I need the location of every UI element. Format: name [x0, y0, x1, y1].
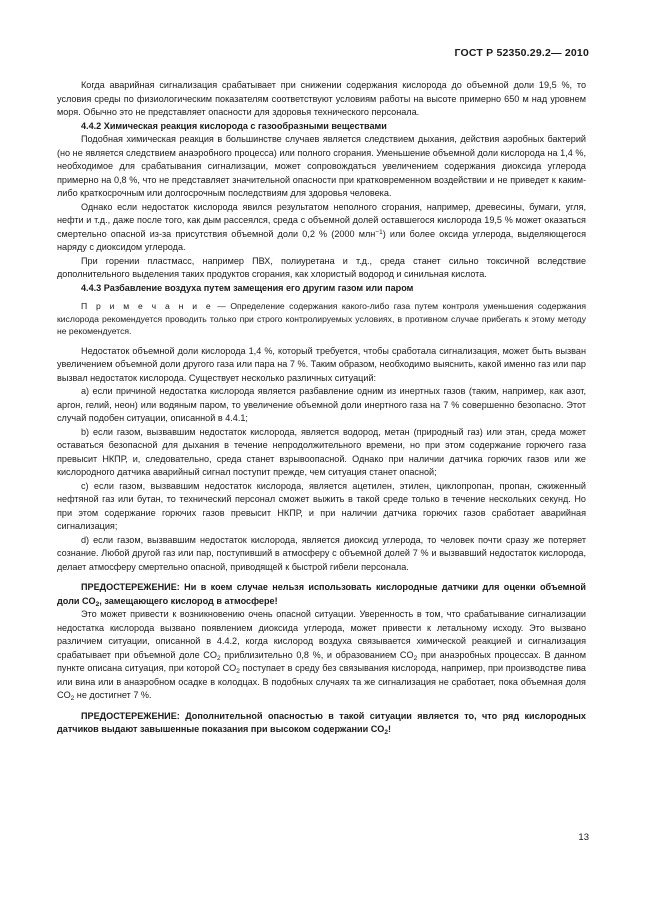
text-span: ) или более оксида углерода, выделяющегося наряду с диоксидом углерода. [57, 228, 586, 252]
text-span: Это может привести к возникновению очень опасной ситуации. Уверенность в том, что срабатывание сигнализации недостатка кислорода вызвано появлением диоксида углерода, может привести к летальному исходу. Это вызвано различием ситуации, описанной в 4.4.2, когда кислород воздуха связывается химической реакцией и сигнализация срабатывает при объемной доле CO [57, 609, 586, 660]
text-span: ! [387, 724, 392, 734]
document-body [57, 79, 586, 737]
warning-co2-assessment [57, 581, 586, 608]
paragraph-dangerous-situation [57, 608, 586, 703]
text-span: приблизительно 0,8 %, и образованием CO [220, 649, 414, 660]
text-span: ПРЕДОСТЕРЕЖЕНИЕ: Ни в коем случае нельзя использовать кислородные датчики для оценки объемной доли CO [57, 582, 586, 606]
text-span: , замещающего кислород в атмосфере! [99, 595, 278, 606]
warning-sensor-readings [57, 710, 586, 737]
list-item-c: c) если газом, вызвавшим недостаток кислорода, является ацетилен, этилен, циклопропан, пропан, сжиженный нефтяной газ или бутан, то технический персонал сможет выжить в такой среде только в течение нескольких секунд. Но при этом содержание горючих газов превысит НКПР, и при наличии датчика горючих газов сработает аварийная сигнализация; [57, 480, 586, 531]
text-span: при анаэробных процессах. В данном пункте описана ситуация, при которой CO [57, 649, 586, 673]
note-text: — Определение содержания какого-либо газа путем контроля уменьшения содержания кислорода рекомендуется проводить только при строго контролируемых условиях, в противном случае прибегать к этому методу не рекомендуется. [57, 301, 586, 336]
paragraph-incomplete-combustion [57, 201, 586, 255]
text-span: не достигнет 7 %. [74, 690, 152, 700]
section-heading-4-4-3: 4.4.3 Разбавление воздуха путем замещения его другим газом или паром [81, 282, 414, 293]
note [57, 300, 586, 338]
paragraph-plastics-burning: При горении пластмасс, например ПВХ, полиуретана и т.д., среда станет сильно токсичной вследствие дополнительного выделения таких продуктов сгорания, как хлористый водород и синильная кислота. [57, 255, 586, 279]
subscript: 2 [95, 600, 100, 608]
subscript: 2 [413, 654, 418, 662]
paragraph-oxygen-alarm: Когда аварийная сигнализация срабатывает при снижении содержания кислорода до объемной доли 19,5 %, то условия среды по физиологическим показателям соответствуют условиям работы на высоте примерно 650 м над уровнем моря. Обычно это не представляет опасности для здоровья технического персонала. [57, 80, 586, 117]
subscript: 2 [384, 729, 388, 736]
subscript: 2 [236, 668, 240, 675]
page-number: 13 [578, 832, 589, 843]
list-item-d: d) если газом, вызвавшим недостаток кислорода, является диоксид углерода, то человек почти сразу же потеряет сознание. Любой другой газ или пар, поступивший в атмосферу с объемной долей 7 % и вызвавший недостаток кислорода, делает атмосферу смертельно опасной, приводящей к быстрой гибели персонала. [57, 534, 586, 572]
note-label: П р и м е ч а н и е [81, 301, 213, 311]
superscript: −1 [375, 228, 383, 236]
standard-header: ГОСТ Р 52350.29.2— 2010 [454, 47, 589, 59]
text-span: поступает в среду без связывания кислорода, например, при производстве пива или вина или в анаэробном осадке в колодцах. В подобных случаях та же сигнализация не сработает, пока объемная доля CO [57, 663, 586, 700]
subscript: 2 [216, 654, 221, 662]
text-span: Однако если недостаток кислорода явился результатом неполного сгорания, например, древесины, бумаги, угля, нефти и т.д., даже после того, как дым рассеялся, среда с объемной долей оставшегося кислорода 19,5 % может оказаться смертельно опасной из-за присутствия объемной доли 0,2 % (2000 млн [57, 201, 586, 239]
list-item-b: b) если газом, вызвавшим недостаток кислорода, является водород, метан (природный газ) или этан, среда может оставаться безопасной для дыхания в течение непродолжительного времени, но при этом содержание горючего газа превысит НКПР, и, следовательно, среда станет взрывоопасной. Однако при наличии датчика горючих газов или же кислородного датчика аварийный сигнал поступит прежде, чем ситуация станет опасной; [57, 426, 586, 477]
section-heading-4-4-2: 4.4.2 Химическая реакция кислорода с газообразными веществами [81, 120, 387, 131]
paragraph-oxygen-deficiency: Недостаток объемной доли кислорода 1,4 %, который требуется, чтобы сработала сигнализация, может быть вызван увеличением объемной доли другого газа или пара на 7 %. Таким образом, необходимо выяснить, какой именно газ или пар вызвал недостаток кислорода. Существует несколько различных ситуаций: [57, 345, 586, 383]
subscript: 2 [70, 695, 75, 702]
text-span: ПРЕДОСТЕРЕЖЕНИЕ: Дополнительной опасностью в такой ситуации является то, что ряд кислородных датчиков выдают завышенные показания при высоком содержании CO [57, 710, 586, 734]
list-item-a: a) если причиной недостатка кислорода является разбавление одним из инертных газов (таким, например, как азот, аргон, гелий, неон) или водяным паром, то увеличение объемной доли инертного газа на 7 % совершенно безопасно. Этот случай подобен ситуации, описанной в 4.4.1; [57, 386, 586, 423]
paragraph-chemical-reaction: Подобная химическая реакция в большинстве случаев является следствием дыхания, действия аэробных бактерий (но не является следствием анаэробного процесса) или полного сгорания. Уменьшение объемной доли кислорода на 1,4 %, необходимое для срабатывания сигнализации, может сопровождаться увеличением содержания диоксида углерода примерно на 0,8 %, что не представляет значительной опасности при кратковременном воздействии и не приведет к каким-либо краткосрочным или долгосрочным последствиям для здоровья человека. [57, 134, 586, 198]
